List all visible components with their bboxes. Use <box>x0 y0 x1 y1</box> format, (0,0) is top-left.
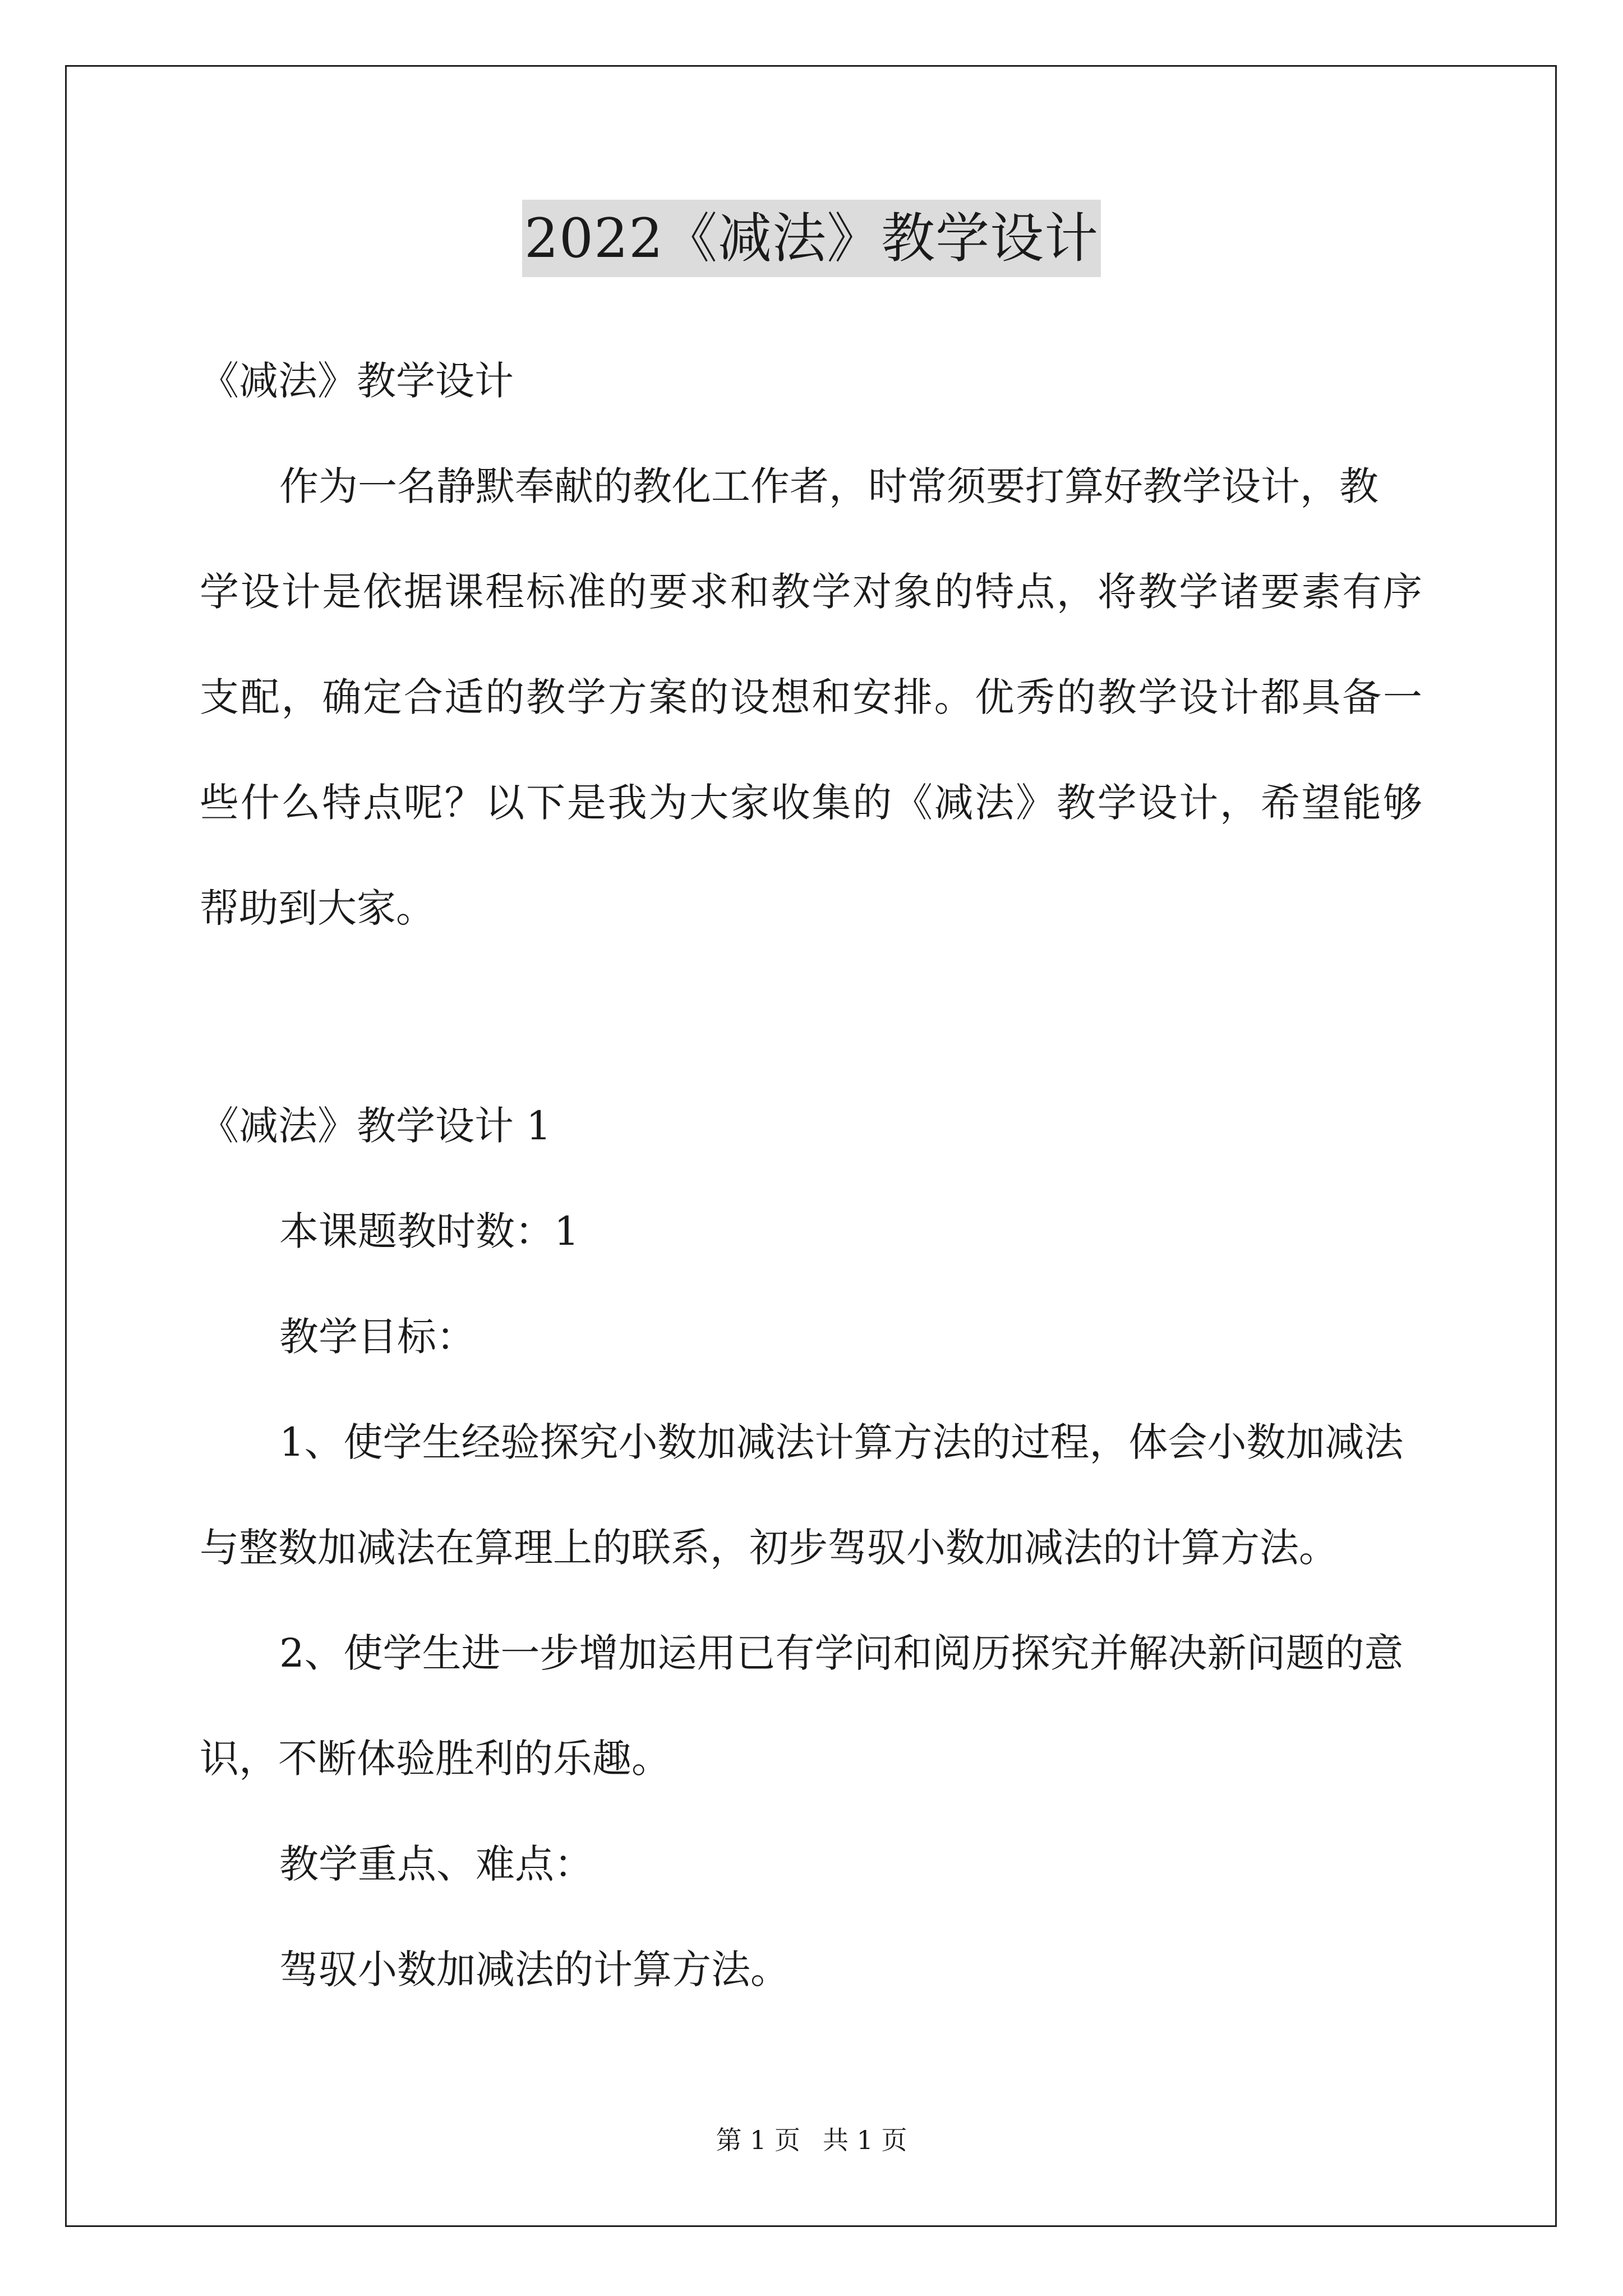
key-points-text: 驾驭小数加减法的计算方法。 <box>279 1947 790 1993</box>
objective-2-line-2: 识，不断体验胜利的乐趣。 <box>200 1736 671 1782</box>
page-number-current: 第 1 页 <box>716 2125 800 2155</box>
title-container <box>0 200 1623 277</box>
intro-line-5: 帮助到大家。 <box>200 885 435 931</box>
key-points-label: 教学重点、难点： <box>279 1841 593 1887</box>
intro-line-2: 学设计是依据课程标准的要求和教学对象的特点，将教学诸要素有序 <box>200 569 1422 615</box>
document-title: 2022《减法》教学设计 <box>522 200 1101 277</box>
document-subtitle: 《减法》教学设计 <box>200 358 514 404</box>
objectives-label: 教学目标： <box>279 1314 476 1360</box>
page-footer <box>0 2123 1623 2157</box>
objective-2-line-1: 2、使学生进一步增加运用已有学问和阅历探究并解决新问题的意 <box>279 1630 1404 1676</box>
page-number-total: 共 1 页 <box>823 2125 907 2155</box>
intro-line-4: 些什么特点呢？以下是我为大家收集的《减法》教学设计，希望能够 <box>200 780 1422 826</box>
objective-1-line-2: 与整数加减法在算理上的联系，初步驾驭小数加减法的计算方法。 <box>200 1525 1338 1571</box>
section-heading: 《减法》教学设计 1 <box>200 1103 551 1149</box>
intro-line-1: 作为一名静默奉献的教化工作者，时常须要打算好教学设计，教 <box>279 463 1378 509</box>
objective-1-line-1: 1、使学生经验探究小数加减法计算方法的过程，体会小数加减法 <box>279 1419 1404 1465</box>
intro-line-3: 支配，确定合适的教学方案的设想和安排。优秀的教学设计都具备一 <box>200 674 1422 720</box>
class-hours: 本课题教时数：1 <box>279 1208 579 1254</box>
